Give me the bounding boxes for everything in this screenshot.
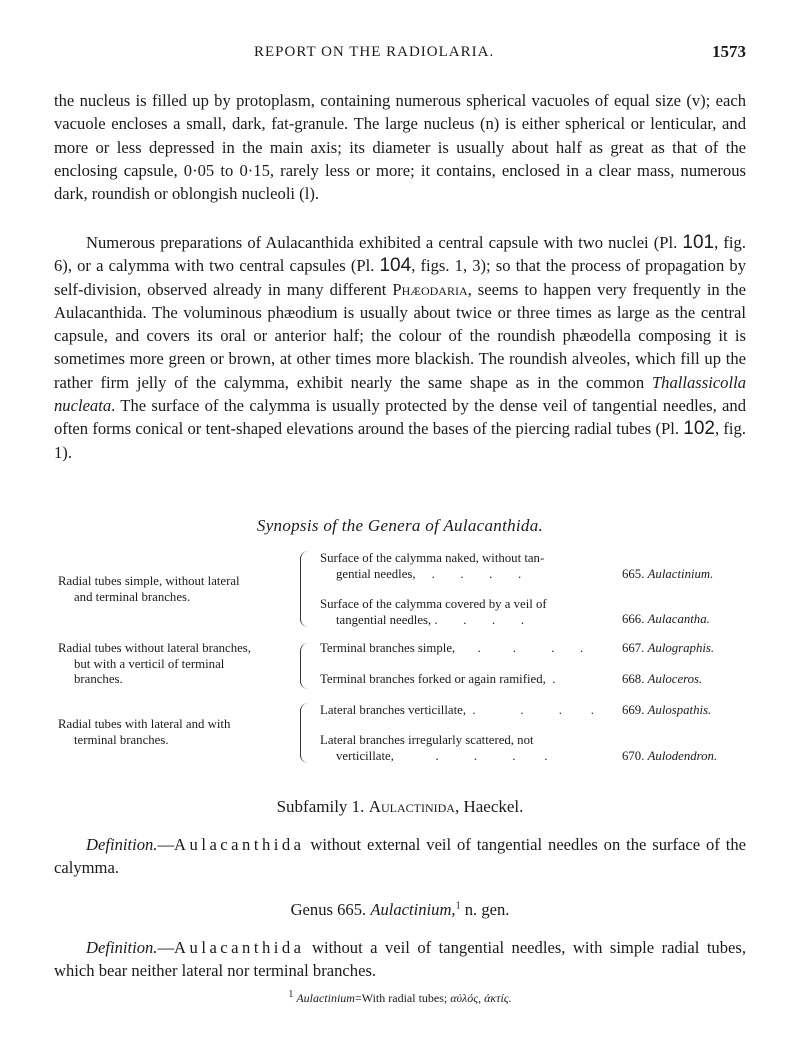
plate-ref-104: 104 bbox=[379, 255, 412, 277]
g3-o2-desc2-row: verticillate, . . . . bbox=[336, 748, 548, 763]
g1-left-line2: and terminal branches. bbox=[74, 589, 191, 604]
g1-o1-desc1: Surface of the calymma naked, without tan- bbox=[320, 551, 545, 565]
plate-ref-101: 101 bbox=[682, 232, 715, 253]
header-title: REPORT ON THE RADIOLARIA. bbox=[254, 44, 495, 60]
g2-o1-number: 667. bbox=[622, 641, 645, 655]
g2-o1-genus: Aulographis. bbox=[647, 641, 715, 655]
footnote-term: Aulactinium bbox=[296, 991, 355, 1005]
paragraph-nucleus: the nucleus is filled up by protoplasm, containing numerous spherical vacuoles of equal size (v); each vacuole encloses a small, dark, fat-granule. The large nucleus (n) is either spherical or lenticular, and more or less depressed in the main axis; its diameter is usually about half as great as that of the enclosing capsule, 0·05 to 0·15, rarely less or more; it contains, enclosed in a clear mass, numerous dark, roundish or oblongish nucleoli (l). bbox=[54, 91, 746, 204]
g3-o2-genus: Aulodendron. bbox=[647, 749, 718, 763]
page-number: 1573 bbox=[712, 42, 746, 61]
synopsis-group1-criteria bbox=[58, 574, 300, 605]
def1-text: without external veil of tangential needles on the surface of the calymma. bbox=[54, 835, 746, 878]
synopsis-group2-criteria bbox=[58, 641, 300, 688]
g3-option2 bbox=[320, 733, 610, 764]
g1-o2-number: 666. bbox=[622, 612, 645, 626]
g1-o2-genus: Aulacantha. bbox=[647, 612, 710, 626]
p2-text-e: . The surface of the calymma is usually protected by the dense veil of tangential needles, and often forms conical or tent-shaped elevations around the bases of the piercing radial tubes (Pl. bbox=[54, 396, 746, 439]
g3-o2-number: 670. bbox=[622, 749, 645, 763]
g3-option1: Lateral branches verticillate, . . . . bbox=[320, 703, 594, 717]
g1-o1-desc2: gential needles, bbox=[336, 566, 416, 581]
g1-o1-genus: Aulactinium. bbox=[647, 567, 714, 581]
g3-o1-result bbox=[622, 703, 711, 718]
footnote-mark: 1 bbox=[288, 989, 294, 1000]
genus-prefix: Genus 665. bbox=[290, 900, 367, 919]
g2-left-line2: but with a verticil of terminal bbox=[74, 656, 225, 671]
subfamily-heading bbox=[0, 797, 800, 817]
g1-option1 bbox=[320, 551, 610, 582]
g1-o1-desc2-row: gential needles, . . . . bbox=[336, 566, 522, 581]
g2-option1: Terminal branches simple, . . . . bbox=[320, 641, 584, 655]
species-name: Thallassicolla nucleata bbox=[54, 372, 746, 416]
p2-text-c: , figs. 1, 3); so that the process of propagation by self-division, observed already in many different bbox=[54, 256, 746, 299]
g1-o2-desc2: tangential needles, bbox=[336, 612, 432, 627]
g2-o1-desc1: Terminal branches simple, bbox=[320, 641, 456, 655]
g2-o2-number: 668. bbox=[622, 672, 645, 686]
brace-group1 bbox=[300, 551, 311, 627]
running-header bbox=[54, 44, 746, 68]
g2-o1-result bbox=[622, 641, 714, 656]
def2-label: Definition. bbox=[86, 938, 158, 957]
g2-option2: Terminal branches forked or again ramified, . bbox=[320, 672, 556, 686]
p2-text-b: , fig. 6), or a calymma with two central capsules (Pl. bbox=[54, 233, 746, 276]
synopsis-group3-criteria bbox=[58, 717, 300, 748]
footnote-text: =With radial tubes; bbox=[354, 991, 448, 1005]
subfamily-author: , Haeckel. bbox=[454, 797, 524, 816]
g1-option2 bbox=[320, 597, 610, 628]
g1-left-line1: Radial tubes simple, without lateral bbox=[58, 574, 240, 588]
g3-o1-genus: Aulospathis. bbox=[647, 703, 712, 717]
g3-o1-number: 669. bbox=[622, 703, 645, 717]
g1-o2-desc2-row: tangential needles, . . . . bbox=[336, 612, 525, 627]
g1-o2-desc1: Surface of the calymma covered by a veil of bbox=[320, 597, 547, 611]
subfamily-label: Subfamily 1. bbox=[276, 797, 365, 816]
g2-left-line3: branches. bbox=[74, 672, 123, 686]
definition-genus bbox=[54, 936, 746, 983]
def1-label: Definition. bbox=[86, 835, 158, 854]
footnote bbox=[0, 991, 800, 1006]
paragraph-propagation bbox=[54, 231, 746, 464]
genus-heading bbox=[0, 900, 800, 920]
genus-suffix: n. gen. bbox=[460, 900, 510, 919]
p2-text-d: , seems to happen very frequently in the Aulacanthida. The voluminous phæodium is usually about twice or three times as large as the central capsule, and covers its oral or anterior half; the colour of the roundish phæodella composing it is sometimes more green or brown, at other times more blackish. The roundish alveoles, which fill up the rather firm jelly of the calymma, exhibit nearly the same shape as in the common bbox=[54, 279, 746, 392]
g3-o1-desc1: Lateral branches verticillate, bbox=[320, 703, 467, 717]
g3-o2-result bbox=[622, 749, 717, 764]
p2-text-f: , fig. 1). bbox=[54, 419, 746, 462]
phaeodaria-term: Phæodaria bbox=[392, 279, 468, 299]
def2-spaced-word: Aulacanthida bbox=[174, 938, 305, 957]
plate-ref-102: 102 bbox=[683, 418, 715, 440]
g2-o2-desc1: Terminal branches forked or again ramified, bbox=[320, 672, 546, 686]
g2-o2-result bbox=[622, 672, 702, 687]
g3-o2-desc1: Lateral branches irregularly scattered, not bbox=[320, 733, 534, 747]
brace-group3 bbox=[300, 703, 311, 763]
genus-name: Aulactinium, bbox=[370, 900, 456, 919]
subfamily-name: Aulactinida bbox=[368, 797, 455, 816]
g1-o2-result bbox=[622, 612, 710, 627]
definition-subfamily bbox=[54, 833, 746, 880]
g2-left-line1: Radial tubes without lateral branches, bbox=[58, 641, 251, 655]
def2-dash: — bbox=[157, 938, 175, 957]
p2-text-a: Numerous preparations of Aulacanthida exhibited a central capsule with two nuclei (Pl. bbox=[86, 233, 683, 252]
g3-left-line2: terminal branches. bbox=[74, 732, 169, 747]
g3-left-line1: Radial tubes with lateral and with bbox=[58, 717, 231, 731]
g1-o1-number: 665. bbox=[622, 567, 645, 581]
def1-spaced-word: Aulacanthida bbox=[174, 835, 305, 854]
def2-text: without a veil of tangential needles, with simple radial tubes, which bear neither lateral nor terminal branches. bbox=[54, 938, 746, 981]
footnote-greek: αὐλός, ἀκτίς. bbox=[450, 991, 512, 1005]
synopsis-title: Synopsis of the Genera of Aulacanthida. bbox=[256, 516, 544, 535]
g1-o1-result bbox=[622, 567, 713, 582]
g3-o2-desc2: verticillate, bbox=[336, 748, 394, 763]
brace-group2 bbox=[300, 643, 311, 689]
genus-footnote-mark: 1 bbox=[455, 900, 461, 912]
g2-o2-genus: Auloceros. bbox=[647, 672, 703, 686]
def1-dash: — bbox=[157, 835, 175, 854]
